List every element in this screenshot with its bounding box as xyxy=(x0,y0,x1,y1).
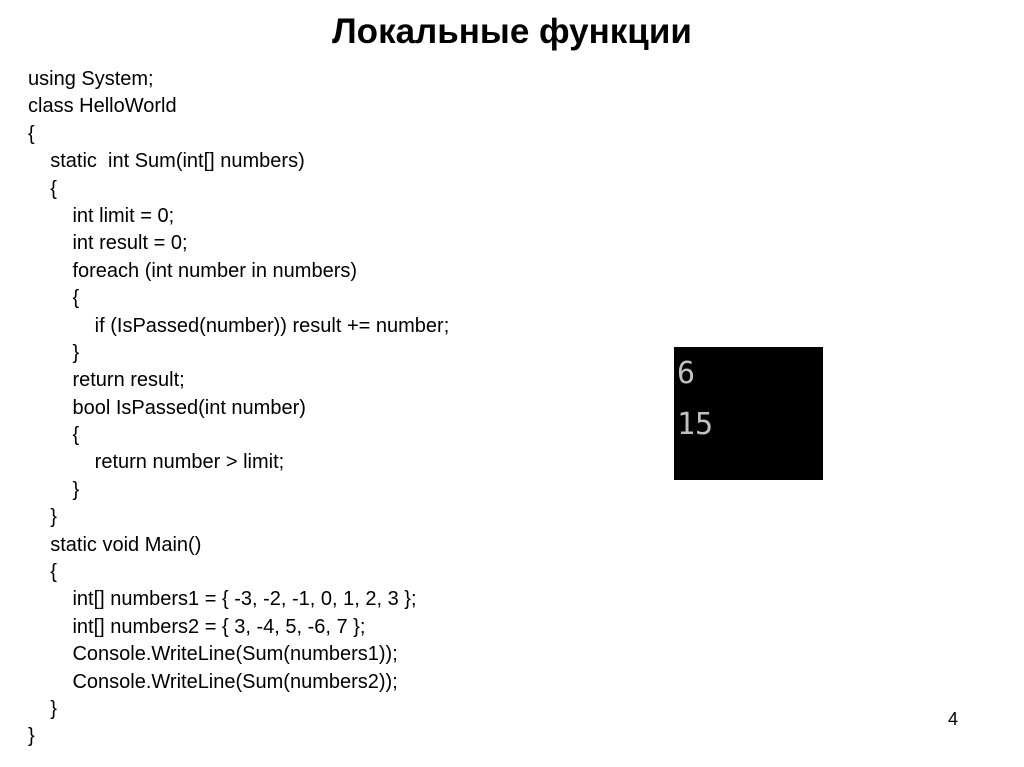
code-line: int[] numbers1 = { -3, -2, -1, 0, 1, 2, 3 }; xyxy=(28,588,417,611)
code-line: int result = 0; xyxy=(28,232,188,255)
slide-title: Локальные функции xyxy=(332,12,692,51)
code-line: } xyxy=(28,697,57,720)
code-listing xyxy=(28,66,449,751)
code-line: static void Main() xyxy=(28,533,202,556)
code-line: int[] numbers2 = { 3, -4, 5, -6, 7 }; xyxy=(28,615,366,638)
code-line: foreach (int number in numbers) xyxy=(28,259,358,282)
code-line: using System; xyxy=(28,68,154,90)
code-line: return result; xyxy=(28,369,185,392)
page-number: 4 xyxy=(948,709,959,729)
code-line: } xyxy=(28,341,80,364)
code-line: { xyxy=(28,287,80,310)
console-line: 6 xyxy=(677,356,696,391)
code-line: { xyxy=(28,424,80,447)
code-line: bool IsPassed(int number) xyxy=(28,396,306,419)
code-line: class HelloWorld xyxy=(28,95,177,118)
code-line: { xyxy=(28,561,57,584)
code-line: { xyxy=(28,177,57,200)
code-line: static int Sum(int[] numbers) xyxy=(28,150,305,173)
code-line: return number > limit; xyxy=(28,451,285,474)
code-line: int limit = 0; xyxy=(28,204,175,227)
code-line: } xyxy=(28,506,57,529)
console-line: 15 xyxy=(677,407,714,442)
code-line: Console.WriteLine(Sum(numbers2)); xyxy=(28,670,398,693)
code-line: } xyxy=(28,478,80,501)
code-line: if (IsPassed(number)) result += number; xyxy=(28,314,450,337)
code-line: { xyxy=(28,122,35,145)
code-line: Console.WriteLine(Sum(numbers1)); xyxy=(28,643,398,666)
console-output xyxy=(674,347,823,480)
code-line: } xyxy=(28,725,35,748)
